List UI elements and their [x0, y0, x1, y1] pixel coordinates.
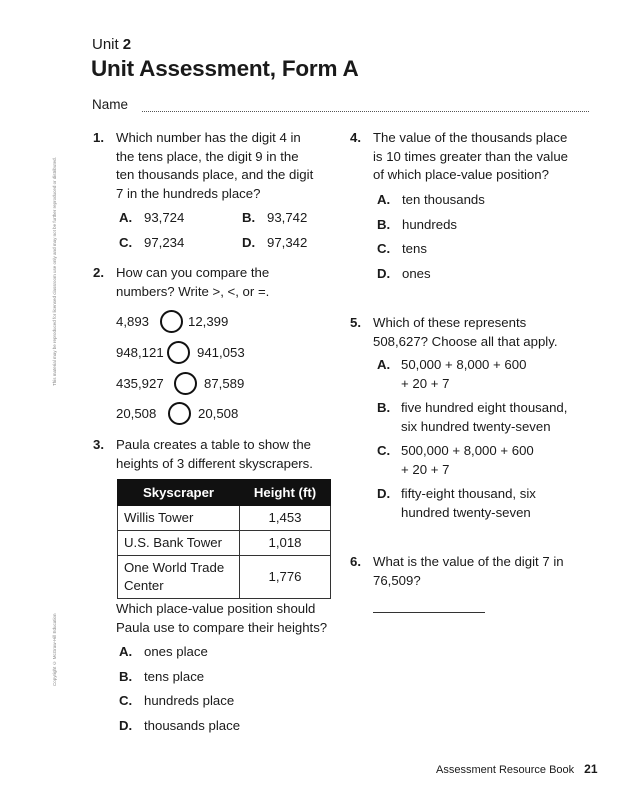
- option-letter: C.: [377, 443, 391, 458]
- option-text: tens place: [144, 669, 205, 684]
- page-title: Unit Assessment, Form A: [91, 56, 359, 81]
- q4-option-a[interactable]: [377, 192, 485, 207]
- q4-option-d[interactable]: [377, 266, 431, 281]
- option-letter: D.: [377, 486, 391, 501]
- question-line: heights of 3 different skyscrapers.: [116, 455, 313, 471]
- book-title: Assessment Resource Book: [436, 764, 575, 776]
- question-number: 4.: [350, 130, 361, 145]
- option-line: 50,000 + 8,000 + 600: [401, 357, 527, 372]
- question-line: numbers? Write >, <, or =.: [116, 283, 270, 299]
- option-letter: B.: [119, 669, 133, 684]
- option-line: six hundred twenty-seven: [401, 418, 551, 434]
- compare-right: 87,589: [204, 376, 245, 391]
- table-header-row: [118, 480, 331, 506]
- option-letter: B.: [377, 217, 391, 232]
- cell-line: Center: [124, 578, 164, 593]
- compare-right: 20,508: [198, 406, 239, 421]
- option-letter: D.: [242, 235, 256, 250]
- option-letter: C.: [119, 693, 133, 708]
- question-line: is 10 times greater than the value: [373, 148, 568, 164]
- question-line: the tens place, the digit 9 in the: [116, 148, 299, 164]
- copyright-note: Copyright © McGraw-Hill Education: [52, 613, 57, 686]
- compare-circle[interactable]: [160, 310, 183, 333]
- question-line: Which of these represents: [373, 315, 527, 330]
- table-row: [118, 506, 331, 531]
- option-text: tens: [402, 241, 427, 256]
- q6-answer-line[interactable]: [373, 612, 485, 613]
- compare-right: 941,053: [197, 345, 245, 360]
- question-line: ten thousands place, and the digit: [116, 167, 314, 182]
- question-line: Which place-value position should: [116, 601, 316, 616]
- q3-option-b[interactable]: [119, 669, 204, 684]
- q5-option-d[interactable]: [377, 485, 601, 522]
- option-line: + 20 + 7: [401, 461, 450, 477]
- option-text: hundreds place: [144, 693, 235, 708]
- compare-right: 12,399: [188, 314, 229, 329]
- q1-option-b[interactable]: [242, 210, 307, 225]
- name-row: [92, 97, 589, 112]
- unit-number: 2: [122, 36, 132, 53]
- option-text: ten thousands: [402, 192, 485, 207]
- question-line: What is the value of the digit 7 in: [373, 554, 564, 569]
- q5-option-b[interactable]: [377, 399, 601, 436]
- table-cell: [118, 556, 240, 599]
- question-2: [93, 264, 341, 301]
- q5-option-a[interactable]: [377, 356, 601, 393]
- question-line: 7 in the hundreds place?: [116, 185, 261, 201]
- option-line: hundred twenty-seven: [401, 504, 531, 520]
- q5-option-c[interactable]: [377, 442, 601, 479]
- q1-option-d[interactable]: [242, 235, 307, 250]
- option-text: 97,234: [144, 235, 185, 250]
- question-line: Paula creates a table to show the: [116, 437, 312, 452]
- question-5: [350, 314, 598, 351]
- question-number: 5.: [350, 315, 361, 330]
- q1-option-c[interactable]: [119, 235, 184, 250]
- question-number: 2.: [93, 265, 104, 280]
- q1-option-a[interactable]: [119, 210, 184, 225]
- table-cell: 1,018: [240, 531, 331, 556]
- question-line: 76,509?: [373, 572, 421, 588]
- option-text: hundreds: [402, 217, 457, 232]
- option-letter: D.: [377, 266, 391, 281]
- question-line: 508,627? Choose all that apply.: [373, 333, 558, 349]
- question-line: The value of the thousands place: [373, 130, 568, 145]
- name-label: Name: [92, 97, 129, 112]
- question-line: Which number has the digit 4 in: [116, 130, 301, 145]
- question-4: [350, 129, 598, 185]
- q3-option-d[interactable]: [119, 718, 240, 733]
- option-line: five hundred eight thousand,: [401, 400, 568, 415]
- question-6: [350, 553, 603, 590]
- cell-line: One World Trade: [124, 560, 225, 575]
- unit-word: Unit: [92, 36, 119, 53]
- page-footer: [436, 762, 598, 776]
- question-3-followup: [116, 600, 356, 637]
- option-letter: A.: [377, 192, 391, 207]
- table-row: [118, 556, 331, 599]
- page-number: 21: [584, 762, 598, 776]
- table-header: Skyscraper: [118, 480, 240, 506]
- option-letter: C.: [119, 235, 133, 250]
- question-number: 1.: [93, 130, 104, 145]
- compare-left: 948,121: [116, 345, 164, 360]
- question-line: Paula use to compare their heights?: [116, 619, 328, 635]
- compare-left: 4,893: [116, 314, 150, 329]
- option-line: 500,000 + 8,000 + 600: [401, 443, 534, 458]
- compare-circle[interactable]: [168, 402, 191, 425]
- option-text: ones: [402, 266, 431, 281]
- option-line: + 20 + 7: [401, 375, 450, 391]
- table-cell: U.S. Bank Tower: [118, 531, 240, 556]
- option-letter: D.: [119, 718, 133, 733]
- table-header: Height (ft): [240, 480, 331, 506]
- skyscraper-table: [117, 479, 331, 599]
- question-1: [93, 129, 341, 203]
- option-text: 93,724: [144, 210, 185, 225]
- name-field[interactable]: [142, 100, 589, 112]
- option-letter: B.: [242, 210, 256, 225]
- unit-label: [92, 36, 131, 53]
- compare-circle[interactable]: [167, 341, 190, 364]
- question-number: 6.: [350, 554, 361, 569]
- table-row: [118, 531, 331, 556]
- table-cell: 1,776: [240, 556, 331, 599]
- compare-circle[interactable]: [174, 372, 197, 395]
- option-text: 97,342: [267, 235, 308, 250]
- option-letter: C.: [377, 241, 391, 256]
- option-text: ones place: [144, 644, 208, 659]
- question-line: of which place-value position?: [373, 167, 549, 182]
- q3-option-a[interactable]: [119, 644, 208, 659]
- option-letter: A.: [119, 644, 133, 659]
- q4-option-c[interactable]: [377, 241, 427, 256]
- question-number: 3.: [93, 437, 104, 452]
- table-cell: 1,453: [240, 506, 331, 531]
- option-letter: A.: [377, 357, 391, 372]
- q3-option-c[interactable]: [119, 693, 234, 708]
- table-cell: Willis Tower: [118, 506, 240, 531]
- question-line: How can you compare the: [116, 265, 270, 280]
- option-letter: A.: [119, 210, 133, 225]
- option-letter: B.: [377, 400, 391, 415]
- q4-option-b[interactable]: [377, 217, 457, 232]
- permission-note: This material may be reproduced for licensed classroom use only and may not be further reproduced or distributed.: [52, 157, 57, 386]
- option-line: fifty-eight thousand, six: [401, 486, 536, 501]
- option-text: 93,742: [267, 210, 308, 225]
- compare-left: 20,508: [116, 406, 157, 421]
- compare-left: 435,927: [116, 376, 164, 391]
- option-text: thousands place: [144, 718, 241, 733]
- question-3: [93, 436, 346, 473]
